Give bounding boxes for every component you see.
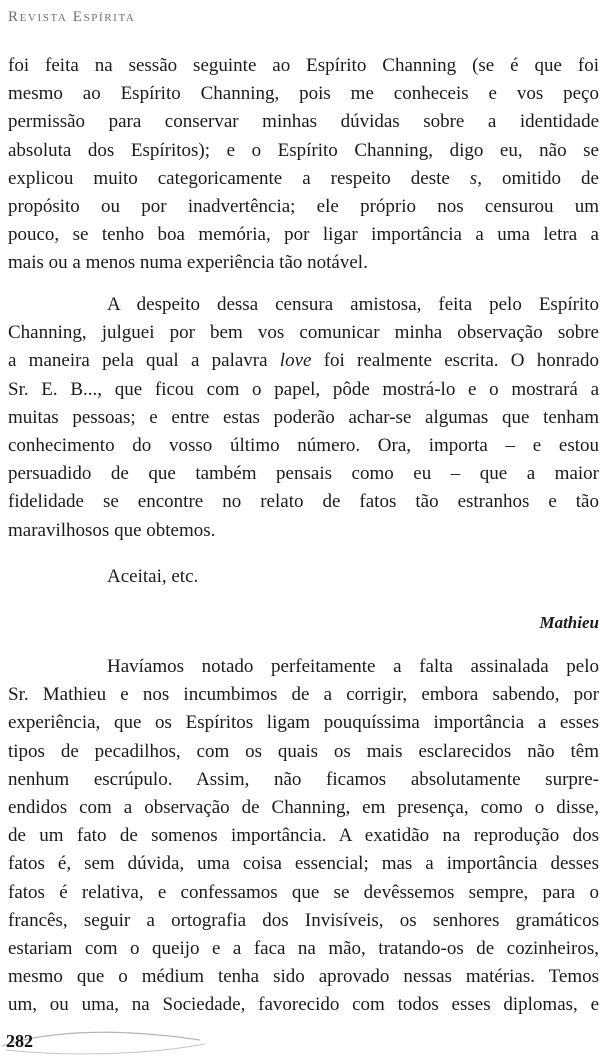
paragraph-2-line: Sr. E. B..., que ficou com o papel, pôde mostrá-lo e o mostrará a [8, 378, 599, 400]
paragraph-4 [8, 653, 599, 1020]
paragraph-4-line: um, ou uma, na Sociedade, favorecido com todos esses diplomas, e [8, 994, 599, 1016]
paragraph-2-line: maravilhosos que obtemos. [8, 519, 216, 541]
paragraph-1-line: mais ou a menos numa experiência tão notável. [8, 252, 368, 274]
paragraph-2-line: muitas pessoas; e entre estas poderão achar-se algumas que tenham [8, 406, 599, 428]
paragraph-4-line: de um fato de somenos importância. A exatidão na reprodução dos [8, 825, 599, 847]
paragraph-1-line: absoluta dos Espíritos); e o Espírito Channing, digo eu, não se [8, 139, 599, 161]
closing-text: Aceitai, etc. [107, 566, 199, 587]
italic-word-love: love [279, 350, 312, 372]
paragraph-1-line: pouco, se tenho boa memória, por ligar importância a uma letra a [8, 224, 599, 246]
paragraph-2-line: Channing, julguei por bem vos comunicar minha observação sobre [8, 322, 599, 344]
paragraph-1-line: mesmo ao Espírito Channing, pois me conheceis e vos peço [8, 83, 599, 105]
text-run: a maneira pela qual a palavra [8, 350, 280, 372]
paragraph-4-line: estariam com o queijo e a faca na mão, tratando-os de cozinheiros, [8, 938, 599, 960]
running-head: Revista Espírita [8, 9, 136, 25]
paragraph-4-line: Sr. Mathieu e nos incumbimos de a corrigir, embora sabendo, por [8, 684, 599, 706]
page-number: 282 [6, 1031, 33, 1051]
paragraph-4-line: francês, seguir a ortografia dos Invisíveis, os senhores gramáticos [8, 909, 599, 931]
paragraph-1-line: permissão para conservar minhas dúvidas sobre a identidade [8, 111, 599, 133]
paragraph-4-line: Havíamos notado perfeitamente a falta assinalada pelo [107, 656, 599, 677]
paragraph-2-line [8, 347, 599, 375]
italic-letter-s: s [469, 167, 478, 189]
paragraph-2-line: conhecimento do vosso último número. Ora, importa – e estou [8, 435, 599, 457]
paragraph-2-line: fidelidade se encontre no relato de fatos tão estranhos e tão [8, 491, 599, 513]
text-run: , omitido de [477, 167, 599, 189]
text-run: foi realmente escrita. O honrado [311, 350, 600, 372]
paragraph-1-line: foi feita na sessão seguinte ao Espírito Channing (se é que foi [8, 55, 599, 76]
paragraph-4-line: tipos de pecadilhos, com os quais os mais esclarecidos não têm [8, 740, 599, 762]
signature: Mathieu [539, 613, 599, 632]
closing-line [8, 563, 599, 591]
paragraph-4-line: fatos é, sem dúvida, uma coisa essencial; mas a importância desses [8, 853, 599, 875]
paragraph-2-line: A despeito dessa censura amistosa, feita pelo Espírito [107, 294, 599, 315]
paragraph-4-line: nenhum escrúpulo. Assim, não ficamos absolutamente surpre- [8, 768, 599, 790]
swoosh-curve-lower [6, 1044, 205, 1054]
paragraph-2 [8, 291, 599, 545]
paragraph-4-line: endidos com a observação de Channing, em presença, como o disse, [8, 797, 599, 819]
paragraph-4-line: fatos é relativa, e confessamos que se devêssemos sempre, para o [8, 881, 599, 903]
paragraph-1-line [8, 165, 599, 193]
footer-swoosh-ornament [0, 1026, 230, 1058]
paragraph-1-line: propósito ou por inadvertência; ele próprio nos censurou um [8, 196, 599, 218]
paragraph-4-line: mesmo que o médium tenha sido aprovado nessas matérias. Temos [8, 966, 599, 988]
paragraph-1 [8, 52, 599, 278]
paragraph-4-line: experiência, que os Espíritos ligam pouquíssima importância a esses [8, 712, 599, 734]
text-run: explicou muito categoricamente a respeito deste [8, 167, 470, 189]
paragraph-2-line: persuadido de que também pensais como eu – que a maior [8, 463, 599, 485]
